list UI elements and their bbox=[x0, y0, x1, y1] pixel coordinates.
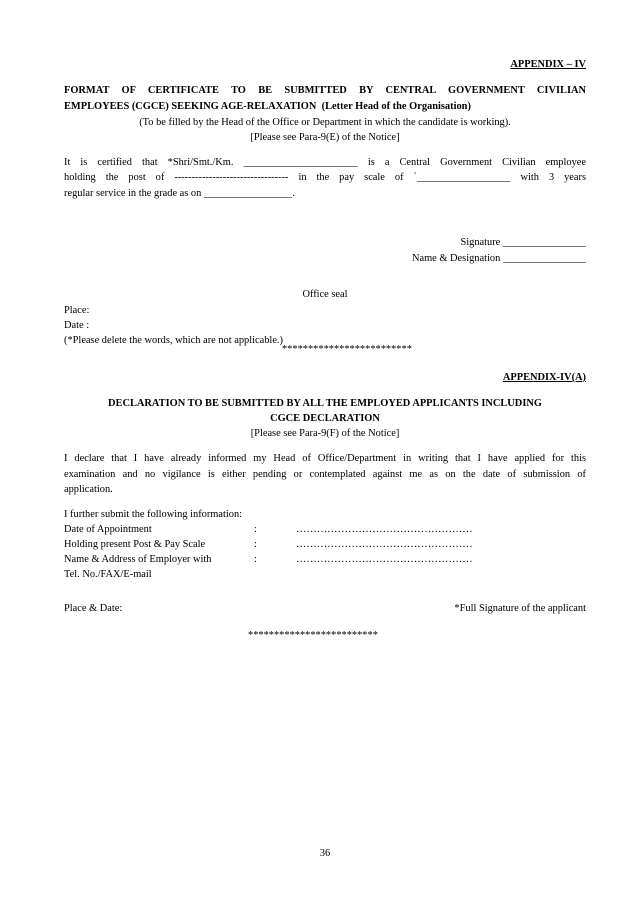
office-seal-label: Office seal bbox=[302, 289, 348, 300]
place-label: Place: bbox=[64, 305, 90, 316]
page-number: 36 bbox=[319, 848, 331, 859]
declaration-line-2: examination and no vigilance is either pending or contemplated against me as on the date of submission of bbox=[64, 469, 586, 480]
declaration-line-3: application. bbox=[64, 484, 113, 495]
delete-words-note: (*Please delete the words, which are not applicable.) bbox=[64, 335, 283, 346]
field-dots: …………………………………………… bbox=[296, 524, 473, 535]
appendix-iva-title-line2: CGCE DECLARATION bbox=[270, 413, 380, 424]
appendix-iv-para-ref: [Please see Para-9(E) of the Notice] bbox=[250, 132, 400, 143]
separator-stars-1: ************************* bbox=[282, 344, 412, 355]
certificate-line-1: It is certified that *Shri/Smt./Km. ______________________ is a Central Government Civilian employee bbox=[64, 157, 586, 168]
letter-head-note: (Letter Head of the Organisation) bbox=[321, 101, 471, 112]
field-dots: …………………………………………… bbox=[296, 554, 473, 565]
declaration-line-1: I declare that I have already informed my Head of Office/Department in writing that I have applied for this bbox=[64, 453, 586, 464]
appendix-iva-para-ref: [Please see Para-9(F) of the Notice] bbox=[250, 428, 400, 439]
field-label: Name & Address of Employer with bbox=[64, 554, 212, 565]
separator-stars-2: ************************* bbox=[248, 630, 378, 641]
appendix-iv-heading: APPENDIX – IV bbox=[510, 59, 586, 70]
field-dots: …………………………………………… bbox=[296, 539, 473, 550]
appendix-iv-subtitle: (To be filled by the Head of the Office or Department in which the candidate is working). bbox=[139, 117, 511, 128]
field-colon: : bbox=[254, 539, 257, 550]
field-label: Holding present Post & Pay Scale bbox=[64, 539, 206, 550]
full-signature-label: *Full Signature of the applicant bbox=[454, 603, 586, 614]
place-date-label: Place & Date: bbox=[64, 603, 123, 614]
field-label: Tel. No./FAX/E-mail bbox=[64, 569, 152, 580]
field-colon: : bbox=[254, 554, 257, 565]
info-intro: I further submit the following information: bbox=[64, 509, 243, 520]
appendix-iva-heading: APPENDIX-IV(A) bbox=[502, 372, 586, 383]
certificate-line-2: holding the post of --------------------------------- in the pay scale of `__________________ with 3 years bbox=[64, 172, 586, 183]
field-label: Date of Appointment bbox=[64, 524, 152, 535]
signature-line: Signature ________________ bbox=[460, 237, 586, 248]
certificate-line-3: regular service in the grade as on _________________. bbox=[64, 188, 295, 199]
name-designation-line: Name & Designation ________________ bbox=[411, 253, 586, 264]
field-colon: : bbox=[254, 524, 257, 535]
appendix-iv-title-line2 bbox=[64, 99, 471, 115]
appendix-iv-title-line2-main: EMPLOYEES (CGCE) SEEKING AGE-RELAXATION bbox=[64, 101, 317, 112]
appendix-iva-title-line1: DECLARATION TO BE SUBMITTED BY ALL THE EMPLOYED APPLICANTS INCLUDING bbox=[108, 398, 542, 409]
date-label: Date : bbox=[64, 320, 90, 331]
appendix-iv-title-line1: FORMAT OF CERTIFICATE TO BE SUBMITTED BY CENTRAL GOVERNMENT CIVILIAN bbox=[64, 85, 586, 96]
